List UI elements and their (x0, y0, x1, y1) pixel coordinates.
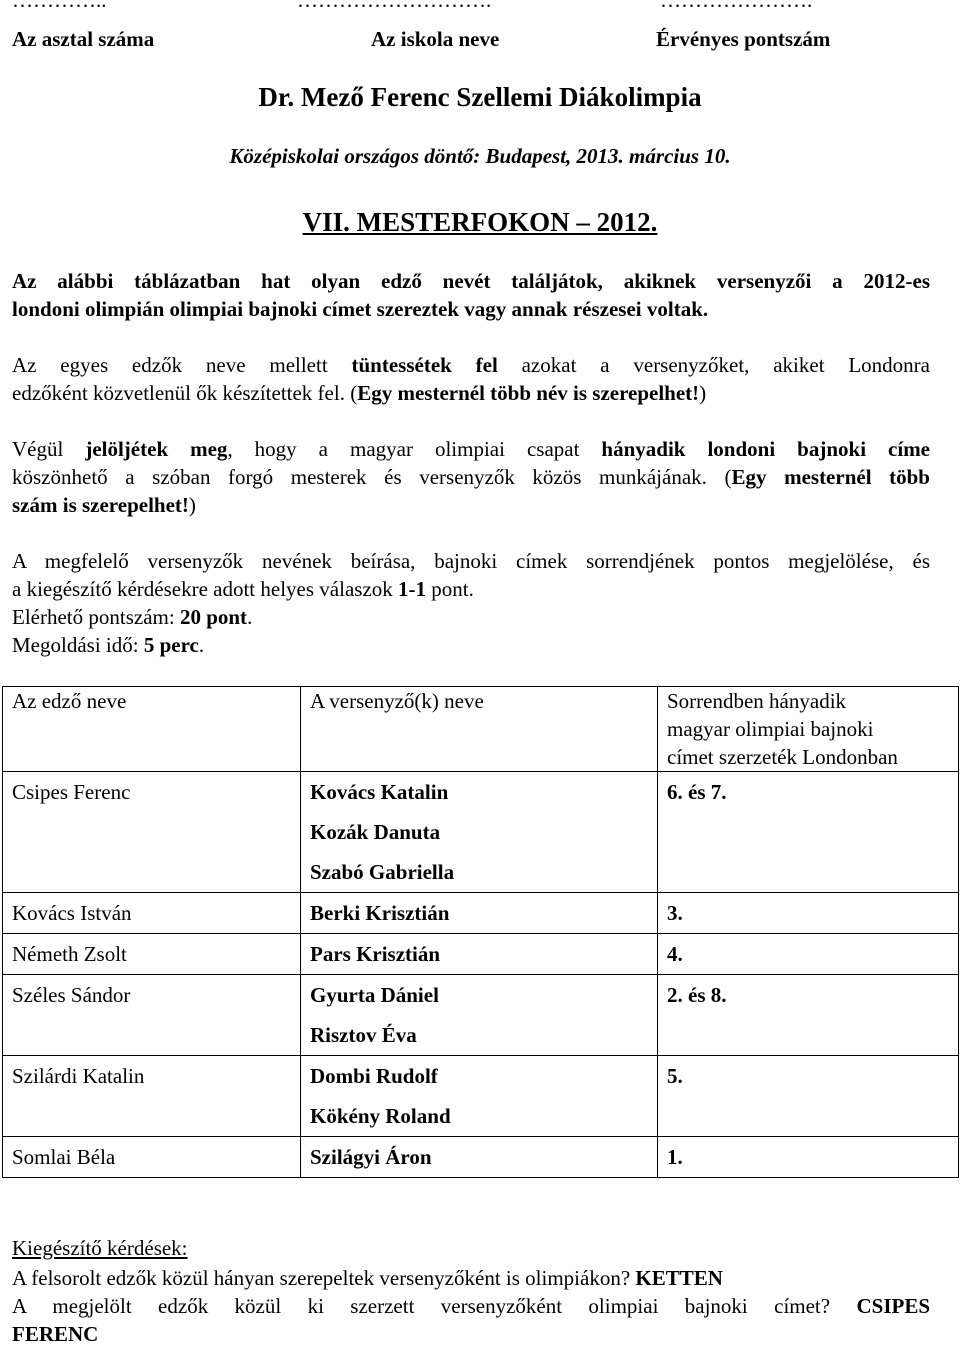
emphasis-run: Egy mesternél több név is szerepelhet! (357, 381, 700, 405)
table-row (3, 934, 959, 975)
instruction-2-line-3 (12, 491, 930, 519)
coach-cell (3, 1137, 301, 1178)
text-run: Megoldási idő: (12, 633, 144, 657)
rank-cell[interactable] (658, 893, 959, 934)
score-blank[interactable]: …………………. (660, 0, 813, 12)
scoring-paragraph (12, 547, 930, 659)
emphasis-run: szám is szerepelhet! (12, 493, 189, 517)
rank-cell[interactable] (658, 975, 959, 1056)
answer-table (2, 686, 959, 1178)
instruction-1-line-1 (12, 351, 930, 379)
emphasis-run: 5 perc (143, 633, 199, 657)
athletes-cell[interactable] (301, 772, 658, 893)
emphasis-run: 1-1 (398, 577, 427, 601)
text-run: azokat a versenyzőket, akiket Londonra (497, 353, 930, 377)
athlete-name: Szilágyi Áron (310, 1145, 432, 1169)
emphasis-run: tüntessétek fel (351, 353, 498, 377)
answer-text[interactable]: KETTEN (635, 1266, 723, 1290)
extra-question-1 (12, 1264, 930, 1292)
athletes-cell[interactable] (301, 934, 658, 975)
table-row (3, 893, 959, 934)
table-row (3, 772, 959, 893)
coach-name: Németh Zsolt (12, 942, 127, 966)
intro-line-1: Az alábbi táblázatban hat olyan edző nevét találjátok, akiknek versenyzői a 2012-es (12, 269, 930, 293)
text-run: , hogy a magyar olimpiai csapat (227, 437, 602, 461)
extra-question-2-continued[interactable]: FERENC (12, 1322, 99, 1346)
rank-cell[interactable] (658, 1056, 959, 1137)
max-score-line (12, 603, 930, 631)
text-run: ) (699, 381, 707, 405)
header-rank-line: Sorrendben hányadik (667, 689, 847, 713)
header-rank (658, 687, 959, 772)
question-text: A felsorolt edzők közül hányan szerepeltek versenyzőként is olimpiákon? (12, 1266, 636, 1290)
extra-questions (12, 1264, 930, 1348)
coach-name: Kovács István (12, 901, 132, 925)
coach-cell (3, 772, 301, 893)
rank-value: 6. és 7. (667, 780, 727, 804)
page-title: Dr. Mező Ferenc Szellemi Diákolimpia (258, 82, 702, 112)
emphasis-run: Egy mesternél több (731, 465, 930, 489)
instruction-paragraph-2 (12, 435, 930, 519)
header-coach: Az edző neve (3, 687, 301, 772)
athlete-name: Kökény Roland (310, 1104, 451, 1128)
coach-name: Somlai Béla (12, 1145, 116, 1169)
text-run: a kiegészítő kérdésekre adott helyes válaszok (12, 577, 399, 601)
text-run: köszönhető a szóban forgó mesterek és versenyzők közös munkájának. ( (12, 465, 732, 489)
text-run: . (198, 633, 205, 657)
table-number-label: Az asztal száma (12, 27, 155, 51)
emphasis-run: jelöljétek meg (85, 437, 228, 461)
instruction-2-line-2 (12, 463, 930, 491)
text-run: Végül (12, 437, 86, 461)
intro-line-2: londoni olimpián olimpiai bajnoki címet szereztek vagy annak részesei voltak. (12, 297, 709, 321)
rank-value: 2. és 8. (667, 983, 727, 1007)
school-name-label: Az iskola neve (371, 27, 500, 51)
text-run: . (247, 605, 253, 629)
rank-value: 4. (667, 942, 683, 966)
scoring-line-1: A megfelelő versenyzők nevének beírása, bajnoki címek sorrendjének pontos megjelölése, és (12, 549, 930, 573)
rank-value: 1. (667, 1145, 683, 1169)
instruction-2-line-1 (12, 435, 930, 463)
extra-questions-heading: Kiegészítő kérdések: (12, 1236, 188, 1260)
text-run: ) (188, 493, 196, 517)
intro-paragraph (12, 267, 930, 323)
athletes-cell[interactable] (301, 1137, 658, 1178)
rank-cell[interactable] (658, 1137, 959, 1178)
header-athletes: A versenyző(k) neve (301, 687, 658, 772)
scoring-line-2 (12, 575, 930, 603)
header-rank-line: magyar olimpiai bajnoki (667, 717, 874, 741)
header-rank-line: címet szerzeték Londonban (667, 745, 898, 769)
athlete-name: Kozák Danuta (310, 820, 441, 844)
text-run: edzőként közvetlenül ők készítettek fel. ( (12, 381, 358, 405)
section-title: VII. MESTERFOKON – 2012. (302, 207, 658, 237)
athlete-name: Pars Krisztián (310, 942, 441, 966)
athlete-name: Dombi Rudolf (310, 1064, 438, 1088)
instruction-paragraph-1 (12, 351, 930, 407)
emphasis-run: hányadik londoni bajnoki címe (601, 437, 931, 461)
valid-score-label: Érvényes pontszám (656, 27, 831, 51)
table-row (3, 1056, 959, 1137)
table-number-blank[interactable]: ………….. (12, 0, 107, 12)
athlete-name: Gyurta Dániel (310, 983, 439, 1007)
table-header-row (3, 687, 959, 772)
coach-name: Szilárdi Katalin (12, 1064, 145, 1088)
instruction-1-line-2 (12, 379, 930, 407)
school-name-blank[interactable]: ………………………. (297, 0, 492, 12)
athletes-cell[interactable] (301, 975, 658, 1056)
athletes-cell[interactable] (301, 1056, 658, 1137)
rank-cell[interactable] (658, 934, 959, 975)
text-run: pont. (426, 577, 474, 601)
coach-cell (3, 893, 301, 934)
athlete-name: Szabó Gabriella (310, 860, 455, 884)
coach-name: Széles Sándor (12, 983, 131, 1007)
question-text: A megjelölt edzők közül ki szerzett versenyzőként olimpiai bajnoki címet? (12, 1294, 857, 1318)
rank-value: 5. (667, 1064, 683, 1088)
time-limit-line (12, 631, 930, 659)
table-row (3, 1137, 959, 1178)
athlete-name: Berki Krisztián (310, 901, 450, 925)
coach-cell (3, 1056, 301, 1137)
extra-question-2 (12, 1292, 930, 1320)
text-run: Az egyes edzők neve mellett (12, 353, 352, 377)
table-row (3, 975, 959, 1056)
text-run: Elérhető pontszám: (12, 605, 180, 629)
athletes-cell[interactable] (301, 893, 658, 934)
athlete-name: Risztov Éva (310, 1023, 417, 1047)
page-subtitle: Középiskolai országos döntő: Budapest, 2013. március 10. (229, 144, 731, 168)
coach-cell (3, 975, 301, 1056)
rank-value: 3. (667, 901, 683, 925)
emphasis-run: 20 pont (179, 605, 248, 629)
coach-cell (3, 934, 301, 975)
athlete-name: Kovács Katalin (310, 780, 449, 804)
answer-text[interactable]: CSIPES (856, 1294, 930, 1318)
rank-cell[interactable] (658, 772, 959, 893)
coach-name: Csipes Ferenc (12, 780, 131, 804)
